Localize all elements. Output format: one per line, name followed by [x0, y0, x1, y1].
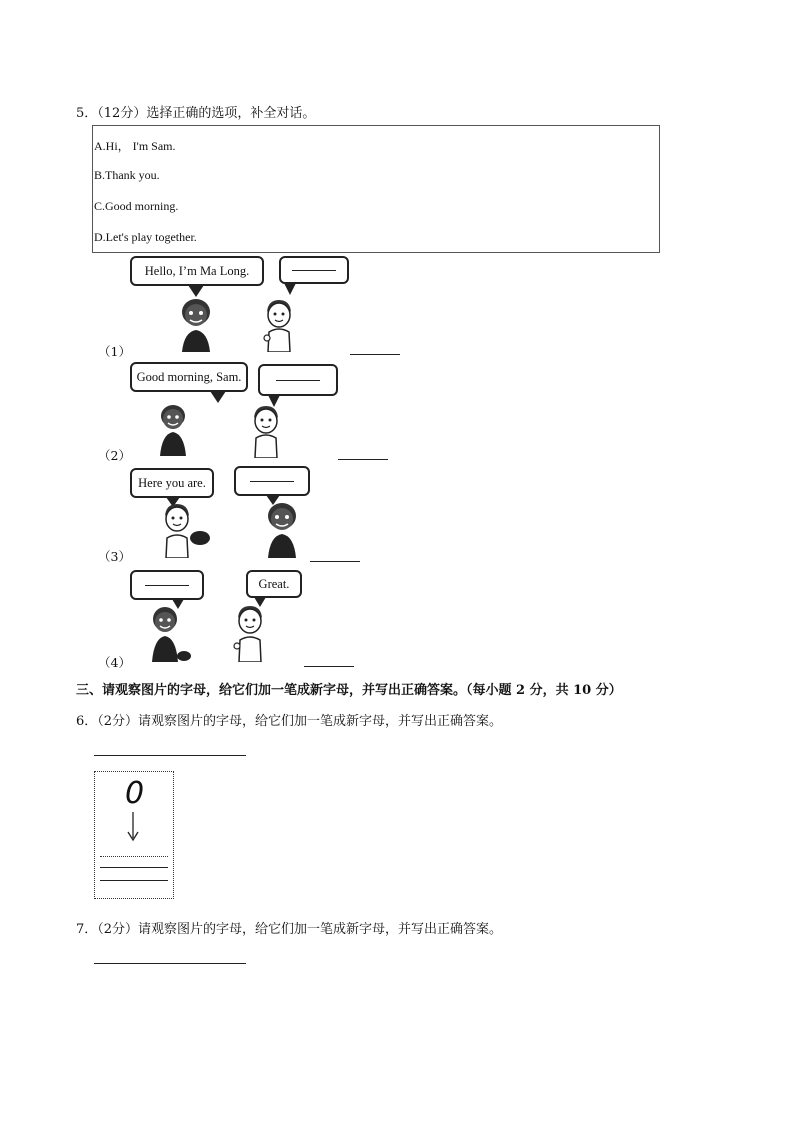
question-7-title: 7．（2分）请观察图片的字母，给它们加一笔成新字母，并写出正确答案。 [76, 922, 503, 937]
answer-bubble-1[interactable] [279, 256, 349, 284]
dialogue-number-3: （3） [98, 549, 131, 564]
bubble-tail-2 [210, 391, 226, 403]
option-d: D.Let's play together. [94, 230, 197, 244]
letter-glyph: 0 [125, 776, 145, 811]
answer-blank-2 [276, 380, 320, 381]
answer-bubble-4[interactable] [130, 570, 204, 600]
option-b: B.Thank you. [94, 168, 160, 182]
speech-text-4: Great. [258, 576, 290, 591]
dialogue-number-4: （4） [98, 655, 131, 670]
answer-line-3[interactable] [310, 561, 360, 562]
question-6-title: 6．（2分）请观察图片的字母，给它们加一笔成新字母，并写出正确答案。 [76, 714, 503, 729]
stroke-arrow-icon [127, 812, 139, 842]
question-7-answer-line[interactable] [94, 963, 246, 964]
dialogue-number-2: （2） [98, 448, 131, 463]
answer-line-4[interactable] [304, 666, 354, 667]
boy-dark-figure [176, 296, 216, 352]
speech-text-2: Good morning, Sam. [136, 369, 242, 384]
boy-dark-figure [148, 604, 192, 662]
option-a: A.Hi， I'm Sam. [94, 139, 176, 153]
speech-text-3: Here you are. [138, 475, 206, 490]
boy-light-figure [249, 404, 283, 458]
speech-bubble-1 [130, 256, 264, 286]
speech-bubble-2 [130, 362, 248, 392]
dialogue-number-1: （1） [98, 344, 131, 359]
speech-bubble-3 [130, 468, 214, 498]
question-6-answer-line[interactable] [94, 755, 246, 756]
option-c: C.Good morning. [94, 199, 179, 213]
boy-light-figure [232, 604, 268, 662]
writing-guide-line [100, 880, 168, 881]
answer-blank-1 [292, 270, 336, 271]
answer-blank-4 [145, 585, 189, 586]
boy-light-figure [160, 502, 212, 558]
boy-dark-figure [156, 402, 190, 456]
writing-guide-line [100, 856, 168, 857]
question-5-title: 5．（12分）选择正确的选项，补全对话。 [76, 106, 316, 121]
boy-light-figure [262, 298, 296, 352]
answer-bubble-tail-1 [284, 283, 296, 295]
speech-bubble-4 [246, 570, 302, 598]
answer-bubble-3[interactable] [234, 466, 310, 496]
letter-card [94, 771, 174, 899]
section-3-heading: 三、请观察图片的字母，给它们加一笔成新字母，并写出正确答案。（每小题 2 分，共 10 分） [76, 683, 622, 698]
boy-dark-figure [262, 500, 302, 558]
answer-blank-3 [250, 481, 294, 482]
answer-line-2[interactable] [338, 459, 388, 460]
answer-line-1[interactable] [350, 354, 400, 355]
writing-guide-line [100, 867, 168, 868]
answer-bubble-2[interactable] [258, 364, 338, 396]
speech-text-1: Hello, I’m Ma Long. [144, 263, 250, 278]
